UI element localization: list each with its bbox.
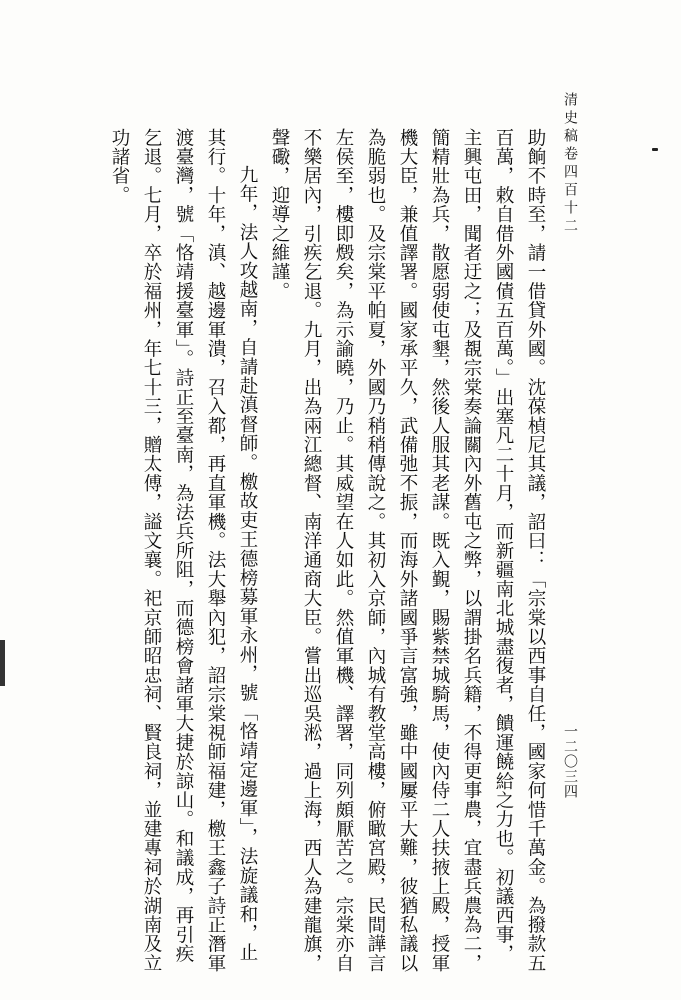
page-number: 一二〇三四: [562, 724, 578, 799]
paragraph: 九年，法人攻越南，自請赴滇督師。檄故吏王德榜募軍永州，號「恪靖定邊軍」，法旋議和，止其行。十年，滇、越邊軍潰，召入都，再直軍機。法大舉內犯，詔宗棠視師福建，檄王鑫子詩正潛軍渡臺灣，號「恪靖援臺軍」。詩正至臺南，為法兵所阻，而德榜會諸軍大捷於諒山。和議成，再引疾乞退。七月，卒於福州，年七十三，贈太傅，謚文襄。祀京師昭忠祠、賢良祠，並建專祠於湖南及立功諸省。: [109, 128, 258, 973]
book-title: 清史稿卷四百十二: [562, 92, 578, 236]
paragraph: 助餉不時至，請一借貸外國。沈葆楨尼其議，詔曰：「宗棠以西事自任，國家何惜千萬金。為撥款五百萬，敕自借外國債五百萬。」出塞凡二十月，而新疆南北城盡復者，饋運饒給之力也。初議西事，主興屯田，聞者迂之；及覩宗棠奏論關內外舊屯之弊，以謂掛名兵籍，不得更事農，宜盡兵農為二，簡精壯為兵，散愿弱使屯墾，然後人服其老謀。既入覲，賜紫禁城騎馬，使內侍二人扶掖上殿，授軍機大臣，兼值譯署。國家承平久，武備弛不振，而海外諸國爭言富強，雖中國屢平大難，彼猶私議以為脆弱也。及宗棠平帕夏，外國乃稍稍傳說之。其初入京師，內城有教堂高樓，俯瞰宮殿，民間譁言左侯至，樓即燬矣，為示諭曉，乃止。其威望在人如此。然值軍機、譯署，同列頗厭苦之。宗棠亦自不樂居內，引疾乞退。九月，出為兩江總督、南洋通商大臣。嘗出巡吳淞，過上海，西人為建龍旗，聲礮，迎導之維謹。: [269, 128, 546, 973]
margin-mark: [652, 148, 658, 151]
binding-mark: [0, 640, 5, 686]
body-text: [103, 128, 551, 973]
